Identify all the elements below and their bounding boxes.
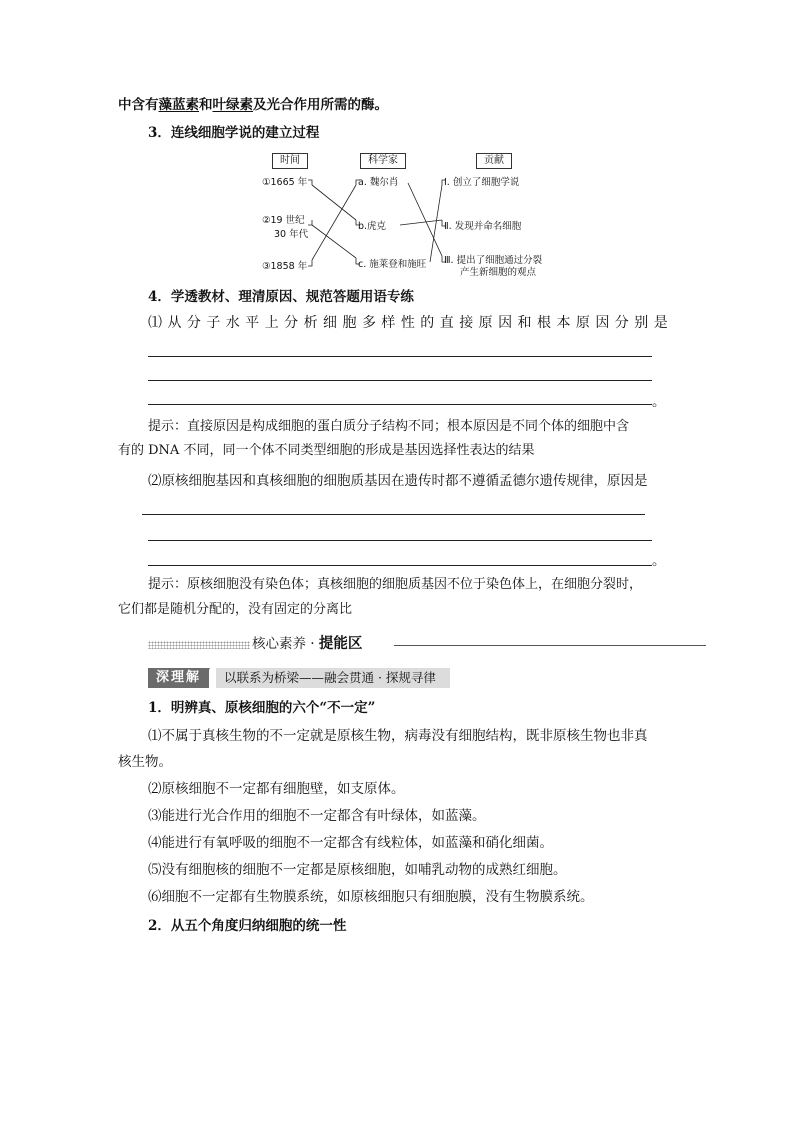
point-4: ⑷能进行有氧呼吸的细胞不一定都含有线粒体，如蓝藻和硝化细菌。 [148, 835, 553, 851]
time-1665: ①1665 年 [262, 177, 308, 188]
answer-1-period: 。 [652, 394, 666, 410]
cell-theory-diagram [258, 150, 558, 278]
hint-1-line2: 有的 DNA 不同，同一个体不同类型细胞的形成是基因选择性表达的结果 [118, 443, 535, 458]
answer-blank-1c[interactable] [148, 404, 652, 405]
contribution-1: Ⅰ. 创立了细胞学说 [444, 177, 520, 188]
points-title-1: 1．明辨真、原核细胞的六个“不一定” [148, 700, 376, 716]
hint-2-line1: 提示：原核细胞没有染色体；真核细胞的细胞质基因不位于染色体上，在细胞分裂时， [148, 577, 643, 592]
banner-title: 核心素养 · 提能区 [252, 635, 363, 652]
term-phycocyanin: 藻蓝素 [158, 97, 199, 113]
point-6: ⑹细胞不一定都有生物膜系统，如原核细胞只有细胞膜，没有生物膜系统。 [148, 889, 594, 905]
answer-blank-1b[interactable] [148, 380, 652, 381]
answer-blank-2b[interactable] [148, 540, 652, 541]
hint-2-line2: 它们都是随机分配的，没有固定的分离比 [118, 602, 353, 617]
question-1: ⑴ 从 分 子 水 平 上 分 析 细 胞 多 样 性 的 直 接 原 因 和 根 本 原 因 分 别 是 [148, 315, 669, 331]
banner-rule [394, 645, 706, 646]
answer-blank-1a[interactable] [148, 356, 652, 357]
contribution-2: Ⅱ. 发现并命名细胞 [444, 221, 522, 232]
scientist-hooke: b.虎克 [358, 221, 387, 232]
subheader-subtitle: 以联系为桥梁——融会贯通 · 探规寻律 [216, 668, 450, 688]
contribution-3-cont: 产生新细胞的观点 [460, 267, 537, 278]
answer-2-period: 。 [652, 553, 666, 569]
tag-arrow [200, 668, 210, 688]
point-1-cont: 核生物。 [118, 754, 172, 770]
hint-1-line1: 提示：直接原因是构成细胞的蛋白质分子结构不同；根本原因是不同个体的细胞中含 [148, 419, 630, 434]
header-time: 时间 [272, 153, 308, 169]
question-2: ⑵原核细胞基因和真核细胞的细胞质基因在遗传时都不遵循孟德尔遗传规律，原因是 [148, 473, 648, 489]
point-2: ⑵原核细胞不一定都有细胞壁，如支原体。 [148, 781, 405, 797]
points-title-2: 2．从五个角度归纳细胞的统一性 [148, 918, 347, 934]
section4-title: 4．学透教材、理清原因、规范答题用语专练 [148, 289, 414, 305]
term-chlorophyll: 叶绿素 [212, 97, 253, 113]
time-1858: ③1858 年 [262, 261, 308, 272]
contribution-3: Ⅲ. 提出了细胞通过分裂 [444, 255, 543, 266]
time-1830s: 30 年代 [274, 229, 309, 240]
point-5: ⑸没有细胞核的细胞不一定都是原核细胞，如哺乳动物的成熟红细胞。 [148, 862, 567, 878]
scientist-virchow: a. 魏尔肖 [358, 177, 399, 188]
time-19th-century: ②19 世纪 [262, 215, 305, 226]
answer-blank-2a[interactable] [142, 514, 645, 515]
deep-understanding-tag: 深理解 [148, 668, 209, 688]
section3-title: 3．连线细胞学说的建立过程 [148, 125, 320, 141]
banner-dots [148, 641, 250, 649]
point-3: ⑶能进行光合作用的细胞不一定都含有叶绿体，如蓝藻。 [148, 808, 486, 824]
header-scientist: 科学家 [360, 153, 406, 169]
intro-line: 中含有藻蓝素和叶绿素及光合作用所需的酶。 [118, 97, 388, 113]
scientist-schleiden-schwann: c. 施莱登和施旺 [358, 259, 427, 270]
header-contribution: 贡献 [476, 153, 512, 169]
point-1: ⑴不属于真核生物的不一定就是原核生物，病毒没有细胞结构，既非原核生物也非真 [148, 728, 648, 744]
answer-blank-2c[interactable] [148, 565, 652, 566]
